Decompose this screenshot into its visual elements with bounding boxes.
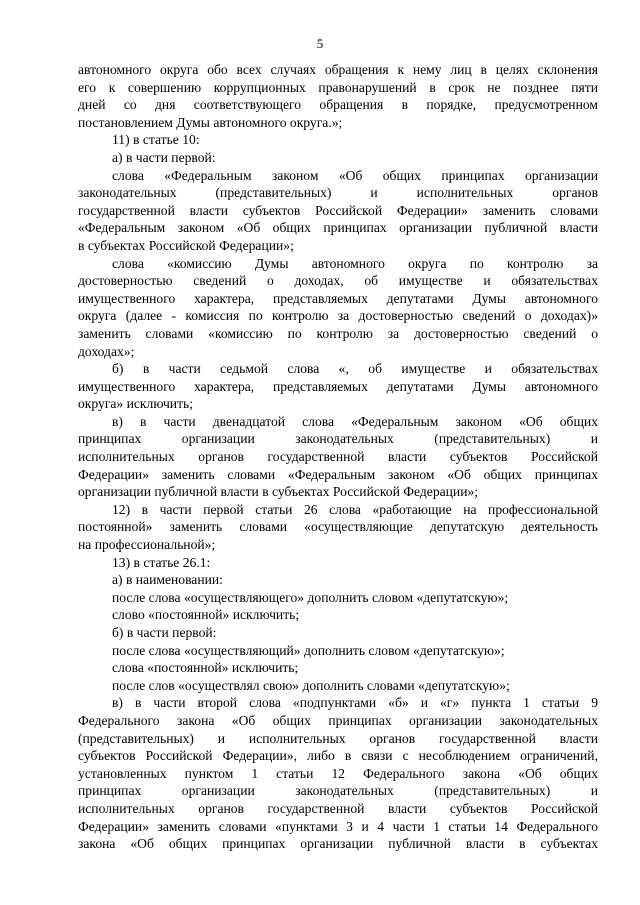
text-line: 12) в части первой статьи 26 слова «работающие на профессиональной: [112, 501, 598, 517]
text-line: в) в части второй слова «подпунктами «б» и «г» пункта 1 статьи 9: [112, 695, 598, 711]
text-line: заменить словами «комиссию по контролю за достоверностью сведений о: [78, 325, 598, 341]
text-line: имущественного характера, представляемых депутатами Думы автономного: [78, 290, 598, 306]
text-line: установленных пунктом 1 статьи 12 Федерального закона «Об общих: [78, 765, 598, 781]
text-line: государственной власти субъектов Российской Федерации» заменить словами: [78, 202, 598, 218]
text-line: Федерации» заменить словами «Федеральным законом «Об общих принципах: [78, 466, 598, 482]
text-line: б) в части первой:: [112, 625, 217, 640]
text-line: постоянной» заменить словами «осуществляющие депутатскую деятельность: [78, 519, 598, 535]
text-line: слова «постоянной» исключить;: [112, 660, 299, 676]
text-line: дней со дня соответствующего обращения в порядке, предусмотренном: [78, 97, 598, 113]
text-line: после слова «осуществляющего» дополнить словом «депутатскую»;: [112, 589, 509, 605]
text-line: достоверностью сведений о доходах, об имуществе и обязательствах: [78, 273, 598, 289]
text-line: организации публичной власти в субъектах Российской Федерации»;: [78, 484, 479, 500]
text-line: его к совершению коррупционных правонарушений в срок не позднее пяти: [78, 79, 598, 95]
text-line: исполнительных органов государственной власти субъектов Российской: [78, 449, 598, 465]
text-line: в) в части двенадцатой слова «Федеральным законом «Об общих: [112, 413, 598, 429]
text-line: а) в наименовании:: [112, 572, 223, 588]
text-line: слова «комиссию Думы автономного округа по контролю за: [112, 255, 598, 271]
text-line: округа» исключить;: [78, 396, 193, 412]
text-line: автономного округа обо всех случаях обращения к нему лиц в целях склонения: [78, 62, 598, 77]
text-line: Федерации» заменить словами «пунктами 3 и 4 части 1 статьи 14 Федерального: [78, 818, 598, 834]
text-line: закона «Об общих принципах организации публичной власти в субъектах: [78, 836, 598, 852]
text-line: округа (далее - комиссия по контролю за достоверностью сведений о доходах)»: [78, 308, 598, 324]
text-line: слова «Федеральным законом «Об общих принципах организации: [112, 167, 598, 183]
text-line: в субъектах Российской Федерации»;: [78, 237, 294, 253]
text-line: на профессиональной»;: [78, 537, 216, 553]
text-line: принципах организации законодательных (представительных) и: [78, 431, 598, 447]
text-line: доходах»;: [78, 343, 135, 359]
text-line: Федерального закона «Об общих принципах организации законодательных: [78, 712, 598, 728]
text-line: после слова «осуществляющий» дополнить словом «депутатскую»;: [112, 642, 505, 658]
page-number: 5: [316, 36, 324, 51]
text-line: имущественного характера, представляемых депутатами Думы автономного: [78, 378, 598, 394]
text-line: б) в части седьмой слова «, об имуществе и обязательствах: [112, 361, 598, 377]
text-line: (представительных) и исполнительных органов государственной власти: [78, 730, 598, 746]
text-line: слово «постоянной» исключить;: [112, 607, 300, 623]
text-line: исполнительных органов государственной власти субъектов Российской: [78, 800, 598, 816]
text-line: субъектов Российской Федерации», либо в связи с несоблюдением ограничений,: [78, 748, 598, 764]
text-line: после слов «осуществлял свою» дополнить словами «депутатскую»;: [112, 677, 510, 693]
text-line: «Федеральным законом «Об общих принципах организации публичной власти: [78, 220, 598, 236]
text-line: 11) в статье 10:: [112, 132, 200, 148]
text-line: законодательных (представительных) и исполнительных органов: [78, 185, 598, 201]
text-line: а) в части первой:: [112, 149, 216, 165]
text-line: постановлением Думы автономного округа.»;: [78, 114, 343, 130]
text-line: принципах организации законодательных (представительных) и: [78, 783, 598, 799]
text-line: 13) в статье 26.1:: [112, 554, 211, 570]
document-body: [78, 61, 598, 853]
